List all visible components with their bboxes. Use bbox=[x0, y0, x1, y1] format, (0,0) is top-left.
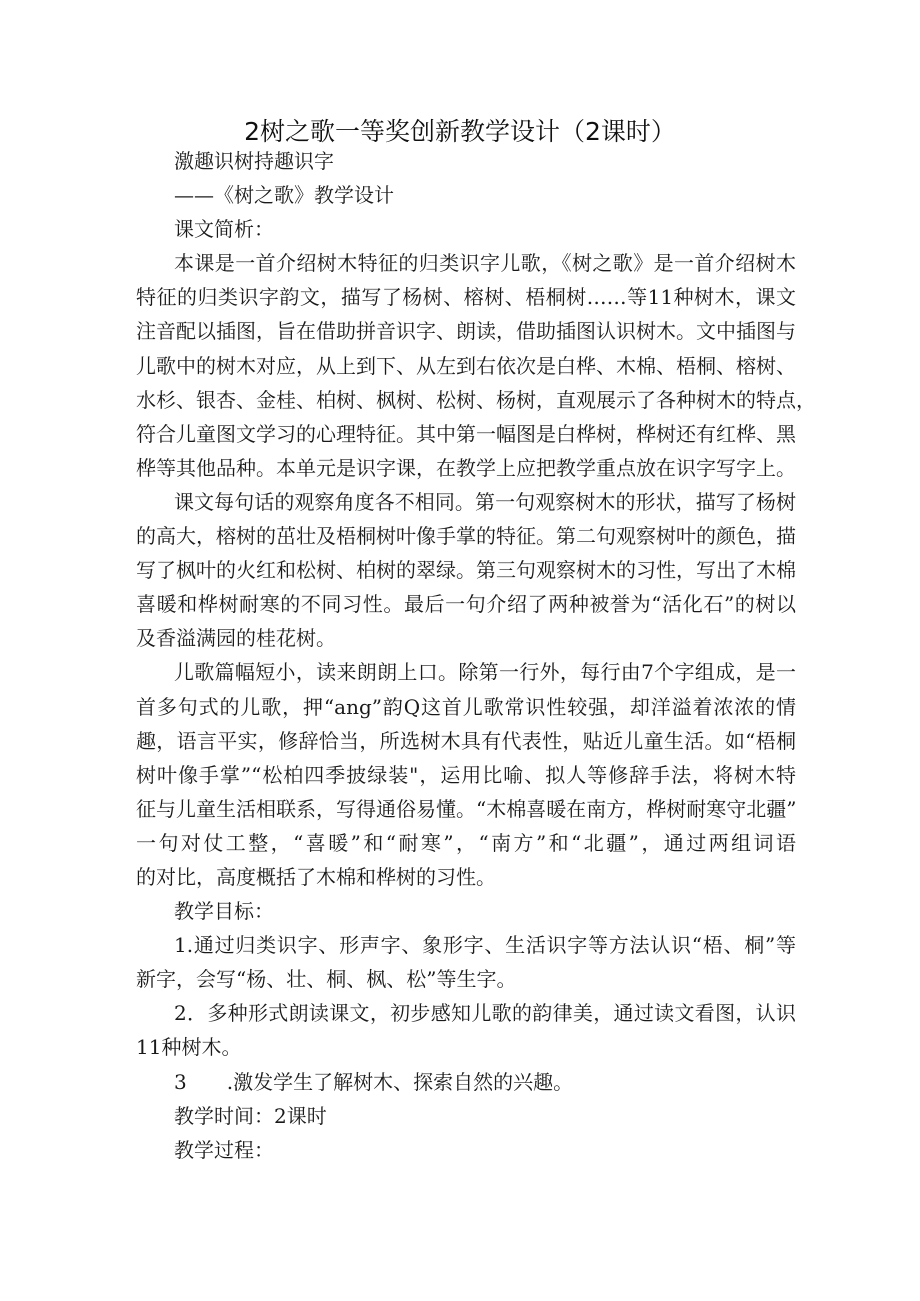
text-line: 喜暖和桦树耐寒的不同习性。最后一句介绍了两种被誉为“活化石”的树以 bbox=[136, 592, 796, 617]
text-line: 教学目标： bbox=[174, 899, 274, 924]
text-line: 树叶像手掌”“松柏四季披绿装"，运用比喻、拟人等修辞手法，将树木特 bbox=[136, 762, 796, 787]
text-line: 教学过程： bbox=[174, 1137, 274, 1162]
text-line: 特征的归类识字韵文，描写了杨树、榕树、梧桐树……等11种树木，课文 bbox=[136, 285, 796, 310]
text-line: 儿歌篇幅短小，读来朗朗上口。除第一行外，每行由7个字组成，是一 bbox=[174, 660, 796, 685]
text-line: 11种树木。 bbox=[136, 1035, 242, 1060]
document-title: 2树之歌一等奖创新教学设计（2课时） bbox=[244, 117, 676, 146]
text-line: 1.通过归类识字、形声字、象形字、生活识字等方法认识“梧、桐”等 bbox=[174, 933, 796, 958]
text-line: 新字，会写“杨、壮、桐、枫、松”等生字。 bbox=[136, 967, 517, 992]
text-line: 的对比，高度概括了木棉和桦树的习性。 bbox=[136, 864, 496, 889]
text-line: 水杉、银杏、金桂、柏树、枫树、松树、杨树，直观展示了各种树木的特点， bbox=[136, 387, 816, 412]
text-line: 2．多种形式朗读课文，初步感知儿歌的韵律美，通过读文看图，认识 bbox=[174, 1001, 796, 1026]
text-line: 桦等其他品种。本单元是识字课，在教学上应把教学重点放在识字写字上。 bbox=[136, 455, 796, 480]
text-line: 的高大，榕树的茁壮及梧桐树叶像手掌的特征。第二句观察树叶的颜色，描 bbox=[136, 524, 796, 549]
text-line: 首多句式的儿歌，押“ang”韵Q这首儿歌常识性较强，却洋溢着浓浓的情 bbox=[136, 694, 796, 719]
text-line: 课文简析： bbox=[174, 217, 274, 242]
text-line: ——《树之歌》教学设计 bbox=[174, 183, 394, 208]
text-line: 写了枫叶的火红和松树、柏树的翠绿。第三句观察树木的习性，写出了木棉 bbox=[136, 558, 796, 583]
text-line: 儿歌中的树木对应，从上到下、从左到右依次是白桦、木棉、梧桐、榕树、 bbox=[136, 353, 796, 378]
text-line: 3 .激发学生了解树木、探索自然的兴趣。 bbox=[174, 1069, 574, 1094]
text-line: 注音配以插图，旨在借助拼音识字、朗读，借助插图认识树木。文中插图与 bbox=[136, 319, 796, 344]
text-line: 一句对仗工整，“喜暖”和“耐寒”，“南方”和“北疆”，通过两组词语 bbox=[136, 830, 796, 855]
text-line: 及香溢满园的桂花树。 bbox=[136, 626, 336, 651]
text-line: 激趣识树持趣识字 bbox=[174, 149, 334, 173]
document-body bbox=[136, 144, 816, 1167]
text-line: 征与儿童生活相联系，写得通俗易懂。“木棉喜暖在南方，桦树耐寒守北疆” bbox=[136, 796, 797, 821]
text-line: 符合儿童图文学习的心理特征。其中第一幅图是白桦树，桦树还有红桦、黑 bbox=[136, 421, 796, 446]
text-line: 趣，语言平实，修辞恰当，所选树木具有代表性，贴近儿童生活。如“梧桐 bbox=[136, 728, 796, 753]
text-line: 课文每句话的观察角度各不相同。第一句观察树木的形状，描写了杨树 bbox=[174, 489, 796, 514]
text-line: 教学时间：2课时 bbox=[174, 1103, 327, 1128]
text-line: 本课是一首介绍树木特征的归类识字儿歌，《树之歌》是一首介绍树木 bbox=[174, 251, 796, 276]
